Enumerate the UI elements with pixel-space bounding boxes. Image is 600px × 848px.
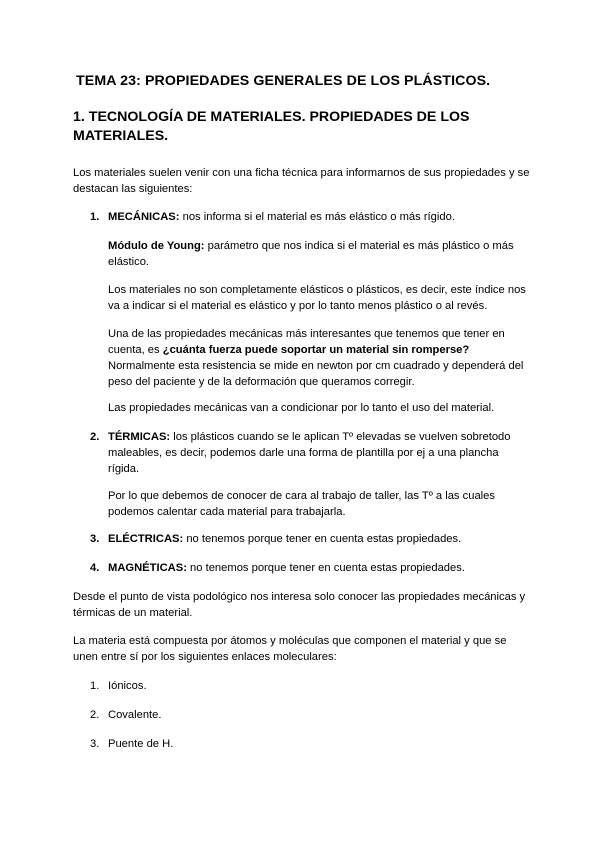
mecanicas-paragraph-3: [108, 326, 528, 390]
list-number: 2.: [90, 709, 100, 721]
p3-text-b: Normalmente esta resistencia se mide en newton por cm cuadrado y dependerá del peso del paciente y de la deformación que queramos corregir.: [108, 360, 524, 388]
property-label: TÉRMICAS:: [108, 431, 171, 443]
property-text: nos informa si el material es más elástico o más rígido.: [182, 211, 455, 223]
list-number: 1.: [90, 680, 100, 692]
property-label: MAGNÉTICAS:: [108, 562, 187, 574]
young-paragraph: [108, 238, 526, 270]
list-item-magneticas: [108, 560, 528, 576]
list-number: 3.: [90, 738, 100, 750]
termicas-paragraph-2: Por lo que debemos de conocer de cara al trabajo de taller, las Tº a las cuales podemos calentar cada material para trabajarla.: [108, 490, 495, 518]
young-text: parámetro que nos indica si el material es más plástico o más elástico.: [108, 240, 514, 268]
list-item-mecanicas: [108, 209, 528, 225]
property-label: MECÁNICAS:: [108, 211, 180, 223]
list-item: Iónicos.: [108, 680, 147, 692]
young-label: Módulo de Young:: [108, 240, 205, 252]
podologico-paragraph: Desde el punto de vista podológico nos interesa solo conocer las propiedades mecánicas y térmicas de un material.: [73, 591, 526, 619]
list-item: Puente de H.: [108, 738, 174, 750]
list-item-electricas: [108, 531, 528, 547]
list-number: 1.: [90, 211, 100, 223]
list-item-termicas: [108, 429, 518, 477]
mecanicas-paragraph-4: Las propiedades mecánicas van a condicionar por lo tanto el uso del material.: [108, 402, 495, 414]
page-title: TEMA 23: PROPIEDADES GENERALES DE LOS PLÁSTICOS.: [76, 73, 491, 89]
property-label: ELÉCTRICAS:: [108, 533, 184, 545]
list-number: 3.: [90, 533, 100, 545]
materia-paragraph: La materia está compuesta por átomos y moléculas que componen el material y que se unen entre sí por los siguientes enlaces moleculares:: [73, 635, 507, 663]
p3-bold-question: ¿cuánta fuerza puede soportar un material sin romperse?: [162, 344, 470, 356]
p3-text-a: Una de las propiedades mecánicas más interesantes que tenemos que tener en cuenta, es: [108, 328, 505, 356]
list-item: Covalente.: [108, 709, 162, 721]
property-text: los plásticos cuando se le aplican Tº elevadas se vuelven sobretodo maleables, es decir, podemos darle una forma de plantilla por ej a una plancha rígida.: [108, 431, 511, 475]
property-text: no tenemos porque tener en cuenta estas propiedades.: [186, 533, 462, 545]
mecanicas-paragraph-2: Los materiales no son completamente elásticos o plásticos, es decir, este índice nos va a indicar si el material es elástico y por lo tanto menos plástico o al revés.: [108, 284, 526, 312]
list-number: 4.: [90, 562, 100, 574]
list-number: 2.: [90, 431, 100, 443]
intro-paragraph: Los materiales suelen venir con una ficha técnica para informarnos de sus propiedades y se destacan las siguientes:: [73, 167, 530, 195]
section-heading: 1. TECNOLOGÍA DE MATERIALES. PROPIEDADES DE LOS MATERIALES.: [73, 109, 470, 144]
property-text: no tenemos porque tener en cuenta estas propiedades.: [190, 562, 465, 574]
